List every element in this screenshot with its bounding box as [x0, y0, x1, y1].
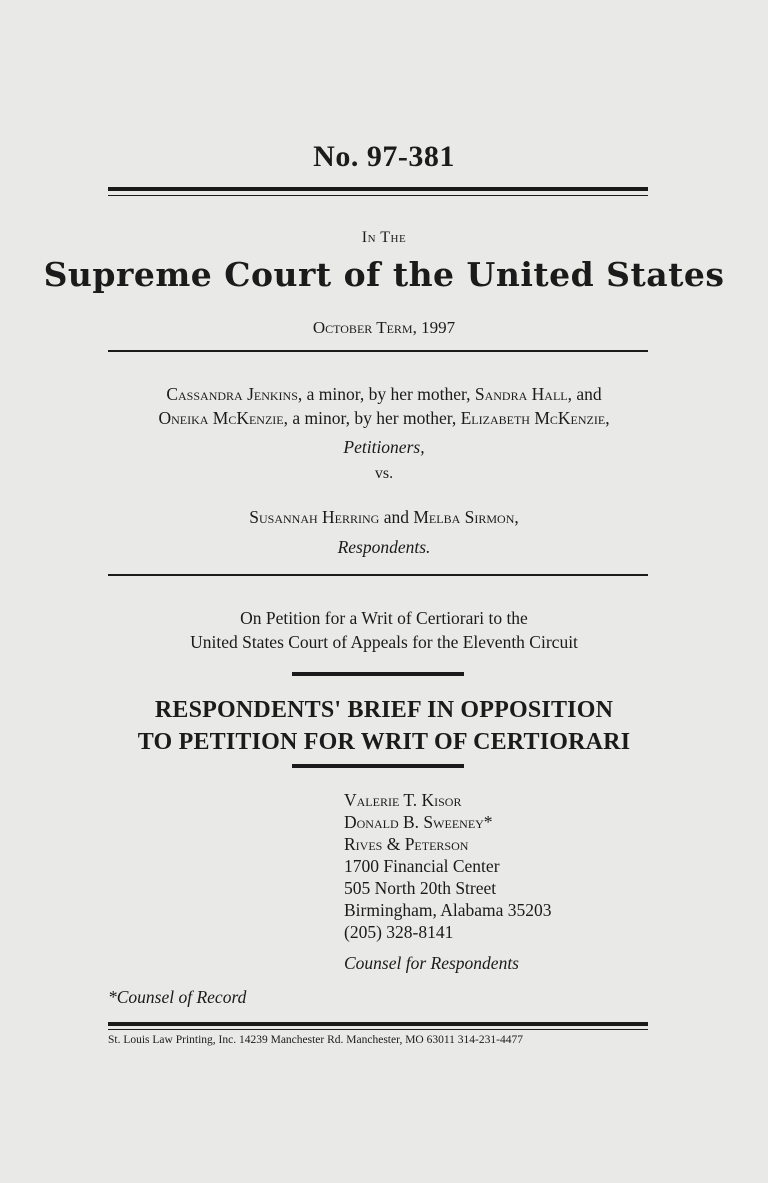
- counsel-line: 1700 Financial Center: [344, 856, 500, 876]
- connector-text: ,: [605, 408, 610, 428]
- counsel-line: 505 North 20th Street: [344, 878, 497, 898]
- petition-text: [0, 606, 768, 654]
- counsel-line: Birmingham, Alabama 35203: [344, 900, 552, 920]
- versus-label: vs.: [374, 465, 394, 482]
- petition-line-2: United States Court of Appeals for the Eleventh Circuit: [190, 632, 578, 652]
- brief-title-line-1: RESPONDENTS' BRIEF IN OPPOSITION: [154, 697, 614, 723]
- connector-text: , a minor, by her mother,: [297, 384, 475, 404]
- petitioners-line-2: [0, 406, 768, 430]
- name-text: Elizabeth McKenzie: [460, 408, 606, 428]
- connector-text: ,: [514, 507, 519, 527]
- petitioners-line-1: [0, 382, 768, 406]
- name-text: Sandra Hall: [474, 384, 568, 404]
- counsel-block: [344, 789, 552, 943]
- term-label: October Term, 1997: [312, 318, 456, 337]
- term-rule: [108, 350, 648, 352]
- petitioners-block: [0, 382, 768, 459]
- name-text: Oneika McKenzie: [158, 408, 284, 428]
- bottom-thick-rule: [108, 1022, 648, 1026]
- docket-number: No. 97-381: [313, 140, 455, 173]
- counsel-for-respondents: Counsel for Respondents: [344, 953, 519, 973]
- top-thick-rule: [108, 187, 648, 191]
- counsel-line: (205) 328-8141: [344, 922, 454, 942]
- in-the-label: In The: [361, 229, 407, 246]
- title-bottom-rule: [292, 764, 464, 768]
- counsel-line: Rives & Peterson: [344, 834, 469, 854]
- printer-line: St. Louis Law Printing, Inc. 14239 Manchester Rd. Manchester, MO 63011 314-231-4477: [108, 1034, 523, 1046]
- name-text: Susannah Herring: [249, 507, 380, 527]
- bottom-thin-rule: [108, 1029, 648, 1030]
- respondents-rule: [108, 574, 648, 576]
- connector-text: , a minor, by her mother,: [283, 408, 461, 428]
- petitioners-role: Petitioners,: [343, 437, 425, 457]
- brief-title: [0, 694, 768, 758]
- name-text: Cassandra Jenkins: [166, 384, 298, 404]
- counsel-line: Donald B. Sweeney*: [344, 812, 493, 832]
- respondents-names: [0, 507, 768, 528]
- title-top-rule: [292, 672, 464, 676]
- connector-text: , and: [567, 384, 602, 404]
- connector-text: and: [379, 507, 414, 527]
- counsel-line: Valerie T. Kisor: [344, 790, 462, 810]
- top-thin-rule: [108, 195, 648, 196]
- court-name: Supreme Court of the United States: [43, 255, 725, 294]
- brief-title-line-2: TO PETITION FOR WRIT OF CERTIORARI: [137, 729, 631, 755]
- respondents-role: Respondents.: [337, 537, 431, 557]
- petition-line-1: On Petition for a Writ of Certiorari to the: [240, 608, 528, 628]
- name-text: Melba Sirmon: [413, 507, 515, 527]
- counsel-of-record-note: *Counsel of Record: [108, 987, 247, 1007]
